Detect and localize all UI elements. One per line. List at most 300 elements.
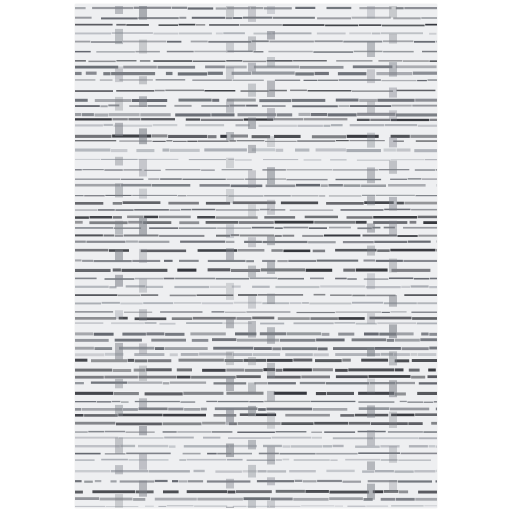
stripe-segment: [75, 184, 121, 187]
stripe-segment: [352, 295, 365, 297]
stripe-segment: [167, 51, 194, 53]
stripe-segment: [115, 209, 133, 211]
ladder-block: [115, 438, 123, 455]
ladder-block: [139, 279, 147, 293]
stripe-segment: [75, 376, 104, 379]
stripe-segment: [404, 7, 437, 9]
stripe-segment: [75, 369, 112, 372]
stripe-segment: [428, 369, 436, 372]
stripe-segment: [145, 392, 183, 395]
ladder-block: [267, 363, 275, 378]
ladder-block: [267, 294, 275, 304]
stripe-segment: [275, 286, 319, 288]
stripe-segment: [75, 453, 101, 455]
stripe-segment: [123, 408, 138, 411]
stripe-segment: [229, 140, 236, 141]
ladder-block: [226, 319, 234, 328]
stripe-segment: [283, 235, 295, 237]
stripe-segment: [75, 286, 109, 288]
ladder-block: [389, 137, 397, 147]
stripe-segment: [198, 141, 229, 142]
stripe-segment: [321, 184, 328, 187]
stripe-segment: [343, 41, 382, 43]
stripe-segment: [385, 124, 417, 126]
stripe-segment: [411, 353, 418, 356]
stripe-segment: [280, 339, 316, 342]
stripe-segment: [295, 72, 314, 75]
stripe-segment: [132, 195, 177, 196]
stripe-segment: [75, 497, 99, 500]
stripe-segment: [268, 382, 296, 384]
stripe-segment: [175, 113, 211, 116]
ladder-block: [248, 383, 256, 394]
stripe-segment: [316, 148, 346, 151]
stripe-segment: [75, 140, 116, 141]
stripe-segment: [75, 480, 82, 482]
stripe-segment: [167, 41, 181, 43]
stripe-segment: [392, 105, 412, 107]
stripe-segment: [317, 33, 346, 35]
stripe-segment: [127, 216, 144, 219]
stripe-segment: [201, 170, 215, 171]
stripe-segment: [283, 368, 312, 371]
stripe-segment: [140, 60, 151, 62]
ladder-block: [115, 183, 123, 197]
ladder-block: [115, 66, 123, 82]
stripe-segment: [232, 72, 252, 75]
stripe-segment: [364, 260, 376, 262]
stripe-segment: [311, 432, 322, 434]
stripe-segment: [185, 124, 224, 126]
stripe-segment: [278, 317, 310, 320]
stripe-segment: [201, 408, 207, 411]
stripe-segment: [389, 278, 413, 280]
ladder-block: [115, 275, 123, 287]
stripe-segment: [75, 259, 82, 261]
stripe-segment: [75, 216, 89, 219]
stripe-segment: [424, 505, 437, 506]
stripe-segment: [254, 382, 267, 384]
stripe-segment: [113, 369, 131, 372]
stripe-segment: [324, 125, 331, 127]
stripe-segment: [415, 413, 437, 416]
stripe-segment: [422, 178, 437, 179]
stripe-segment: [197, 216, 215, 219]
stripe-segment: [181, 209, 191, 211]
stripe-segment: [75, 506, 105, 507]
stripe-segment: [126, 453, 171, 455]
stripe-segment: [75, 135, 112, 138]
area-rug: [75, 4, 437, 508]
stripe-segment: [174, 286, 209, 288]
stripe-segment: [308, 241, 336, 243]
stripe-segment: [264, 216, 295, 219]
ladder-block: [226, 444, 234, 458]
stripe-segment: [303, 480, 317, 482]
stripe-segment: [249, 401, 263, 402]
stripe-segment: [88, 431, 104, 433]
stripe-segment: [95, 113, 109, 116]
stripe-segment: [277, 113, 292, 116]
stripe-segment: [75, 24, 113, 26]
stripe-segment: [272, 347, 281, 350]
stripe-segment: [293, 60, 327, 62]
stripe-segment: [194, 506, 227, 507]
stripe-segment: [200, 184, 230, 187]
stripe-segment: [384, 149, 396, 152]
stripe-segment: [239, 221, 274, 224]
stripe-segment: [297, 141, 335, 142]
stripe-segment: [324, 431, 355, 433]
stripe-segment: [104, 376, 137, 379]
stripe-segment: [311, 401, 356, 402]
stripe-segment: [216, 278, 249, 280]
stripe-segment: [312, 437, 322, 439]
stripe-segment: [170, 149, 200, 152]
stripe-segment: [163, 422, 202, 425]
ladder-block: [226, 479, 234, 489]
ladder-block: [389, 351, 397, 365]
stripe-segment: [388, 184, 426, 187]
ladder-block: [226, 408, 234, 425]
stripe-segment: [153, 60, 192, 62]
stripe-segment: [393, 17, 421, 19]
stripe-segment: [266, 408, 312, 411]
stripe-segment: [194, 51, 226, 53]
stripe-segment: [436, 408, 437, 411]
stripe-segment: [75, 7, 86, 9]
stripe-segment: [183, 453, 201, 455]
stripe-segment: [252, 72, 295, 75]
stripe-segment: [300, 66, 344, 69]
stripe-segment: [168, 408, 183, 411]
stripe-segment: [82, 169, 103, 170]
stripe-segment: [202, 302, 233, 304]
stripe-segment: [324, 235, 360, 237]
stripe-segment: [163, 490, 179, 493]
ladder-block: [367, 246, 375, 256]
ladder-block: [267, 412, 275, 429]
stripe-segment: [154, 33, 179, 35]
stripe-segment: [218, 401, 249, 402]
stripe-segment: [396, 498, 415, 501]
stripe-segment: [339, 105, 350, 107]
stripe-segment: [344, 184, 361, 187]
stripe-segment: [192, 209, 215, 211]
ladder-block: [267, 6, 275, 14]
ladder-block: [267, 136, 275, 147]
stripe-segment: [228, 491, 236, 494]
stripe-segment: [163, 414, 206, 417]
stripe-segment: [269, 41, 314, 43]
stripe-segment: [283, 445, 291, 447]
ladder-block: [139, 453, 147, 470]
ladder-block: [367, 461, 375, 470]
stripe-segment: [159, 235, 204, 237]
stripe-segment: [411, 312, 437, 313]
stripe-segment: [400, 401, 407, 402]
stripe-segment: [75, 66, 118, 69]
stripe-segment: [159, 24, 179, 26]
stripe-segment: [396, 382, 415, 384]
stripe-segment: [95, 480, 102, 482]
stripe-segment: [179, 359, 224, 362]
stripe-segment: [123, 66, 157, 69]
stripe-segment: [416, 141, 437, 142]
stripe-segment: [75, 202, 103, 205]
stripe-segment: [212, 431, 233, 433]
stripe-segment: [164, 437, 194, 439]
stripe-segment: [349, 32, 371, 34]
stripe-segment: [326, 202, 364, 205]
stripe-segment: [377, 99, 414, 102]
ladder-block: [226, 283, 234, 300]
stripe-segment: [206, 401, 217, 402]
ladder-block: [115, 123, 123, 136]
stripe-segment: [287, 332, 321, 335]
stripe-segment: [75, 60, 86, 62]
stripe-segment: [75, 359, 87, 362]
stripe-segment: [226, 241, 234, 243]
stripe-segment: [75, 79, 95, 80]
stripe-segment: [410, 135, 437, 138]
stripe-segment: [75, 303, 101, 305]
stripe-segment: [336, 60, 372, 62]
stripe-segment: [116, 60, 136, 62]
stripe-segment: [382, 80, 417, 81]
stripe-segment: [281, 202, 318, 205]
stripe-segment: [338, 333, 354, 336]
stripe-segment: [299, 113, 311, 116]
stripe-segment: [375, 470, 394, 472]
stripe-segment: [179, 24, 196, 26]
ladder-block: [139, 343, 147, 354]
stripe-segment: [364, 333, 379, 336]
stripe-segment: [143, 302, 173, 304]
stripe-segment: [391, 159, 425, 160]
ladder-block: [389, 6, 397, 18]
stripe-segment: [164, 260, 173, 262]
stripe-segment: [414, 278, 429, 280]
ladder-block: [115, 6, 123, 14]
stripe-segment: [370, 119, 390, 121]
ladder-block: [267, 501, 275, 509]
stripe-segment: [259, 125, 297, 127]
stripe-segment: [75, 227, 113, 229]
stripe-segment: [191, 41, 208, 43]
ladder-block: [226, 43, 234, 53]
ladder-block: [389, 197, 397, 211]
stripe-segment: [311, 113, 327, 116]
stripe-segment: [338, 317, 364, 320]
stripe-segment: [418, 353, 436, 356]
stripe-segment: [159, 323, 175, 325]
stripe-segment: [313, 368, 333, 371]
stripe-segment: [196, 24, 205, 26]
stripe-segment: [301, 376, 330, 379]
stripe-segment: [340, 414, 354, 417]
stripe-segment: [397, 149, 411, 152]
stripe-segment: [84, 195, 105, 196]
stripe-segment: [425, 159, 437, 160]
stripe-segment: [381, 498, 396, 501]
ladder-block: [389, 110, 397, 121]
stripe-segment: [170, 353, 178, 356]
stripe-segment: [335, 369, 348, 372]
stripe-segment: [263, 159, 298, 160]
stripe-segment: [335, 506, 343, 507]
stripe-segment: [128, 359, 135, 362]
stripe-segment: [421, 333, 428, 336]
stripe-segment: [259, 99, 291, 102]
stripe-segment: [293, 359, 312, 362]
stripe-segment: [75, 311, 113, 312]
ladder-block: [267, 108, 275, 120]
stripe-segment: [158, 506, 166, 507]
stripe-segment: [138, 445, 168, 447]
stripe-segment: [362, 470, 374, 472]
stripe-segment: [315, 359, 342, 362]
stripe-segment: [349, 422, 371, 425]
stripe-segment: [403, 227, 437, 229]
stripe-segment: [152, 134, 168, 137]
stripe-segment: [179, 227, 217, 229]
stripe-segment: [381, 32, 423, 34]
stripe-segment: [111, 149, 127, 152]
stripe-segment: [212, 311, 225, 312]
stripe-segment: [314, 353, 329, 356]
stripe-segment: [238, 294, 257, 296]
stripe-segment: [254, 347, 272, 350]
stripe-segment: [75, 159, 100, 160]
stripe-segment: [410, 221, 417, 224]
stripe-segment: [174, 105, 191, 107]
stripe-segment: [313, 51, 353, 53]
stripe-segment: [245, 369, 263, 372]
stripe-segment: [136, 149, 154, 152]
stripe-segment: [352, 302, 383, 304]
stripe-segment: [357, 119, 370, 121]
stripe-segment: [429, 33, 436, 35]
ladder-block: [248, 406, 256, 416]
stripe-segment: [227, 459, 243, 461]
stripe-segment: [285, 353, 313, 356]
stripe-segment: [173, 141, 187, 142]
stripe-segment: [375, 347, 401, 350]
stripe-segment: [430, 119, 437, 121]
ladder-block: [267, 477, 275, 485]
stripe-segment: [202, 369, 226, 372]
stripe-segment: [141, 250, 186, 253]
stripe-segment: [276, 149, 284, 152]
stripe-segment: [177, 269, 196, 272]
ladder-block: [389, 446, 397, 463]
stripe-segment: [424, 402, 434, 403]
stripe-segment: [167, 505, 194, 506]
stripe-segment: [192, 80, 232, 81]
ladder-block: [139, 309, 147, 321]
stripe-segment: [226, 179, 244, 180]
stripe-segment: [334, 322, 355, 324]
stripe-segment: [275, 221, 314, 224]
stripe-segment: [204, 148, 247, 151]
stripe-segment: [308, 90, 352, 92]
stripe-segment: [293, 498, 328, 501]
stripe-segment: [436, 249, 437, 252]
stripe-segment: [178, 72, 207, 75]
stripe-segment: [357, 160, 390, 161]
stripe-segment: [243, 17, 273, 19]
stripe-segment: [283, 250, 310, 253]
stripe-segment: [75, 169, 82, 170]
ladder-block: [248, 63, 256, 72]
stripe-segment: [377, 322, 416, 324]
ladder-block: [139, 426, 147, 435]
stripe-segment: [94, 333, 114, 336]
stripe-segment: [75, 422, 115, 425]
stripe-segment: [163, 382, 169, 384]
stripe-segment: [283, 24, 325, 26]
stripe-segment: [287, 169, 333, 170]
stripe-segment: [391, 311, 407, 312]
stripe-segment: [172, 480, 178, 482]
ladder-block: [115, 29, 123, 44]
stripe-segment: [414, 470, 435, 472]
stripe-segment: [395, 368, 404, 371]
ladder-block: [389, 88, 397, 98]
stripe-segment: [86, 241, 125, 243]
stripe-segment: [422, 51, 437, 53]
stripe-segment: [75, 431, 88, 433]
stripe-segment: [294, 459, 330, 461]
ladder-block: [267, 327, 275, 344]
stripe-segment: [75, 445, 120, 447]
stripe-segment: [98, 209, 115, 211]
stripe-segment: [313, 250, 325, 253]
stripe-segment: [212, 338, 236, 341]
stripe-segment: [82, 260, 93, 262]
stripe-segment: [403, 260, 437, 262]
stripe-segment: [412, 105, 437, 107]
stripe-segment: [416, 195, 438, 196]
stripe-segment: [327, 392, 354, 395]
stripe-segment: [75, 382, 84, 384]
stripe-segment: [75, 317, 116, 320]
stripe-segment: [75, 332, 93, 335]
stripe-segment: [179, 99, 212, 102]
stripe-segment: [343, 241, 374, 243]
stripe-segment: [231, 185, 263, 188]
stripe-segment: [236, 124, 250, 126]
ladder-block: [389, 480, 397, 492]
stripe-segment: [336, 99, 359, 102]
stripe-segment: [179, 480, 188, 482]
stripe-segment: [262, 105, 286, 107]
stripe-segment: [202, 422, 226, 425]
stripe-segment: [155, 90, 165, 92]
stripe-segment: [397, 235, 417, 237]
stripe-segment: [430, 60, 438, 62]
stripe-segment: [289, 470, 316, 472]
stripe-segment: [252, 317, 274, 320]
stripe-segment: [143, 221, 171, 224]
stripe-segment: [278, 278, 304, 280]
stripe-segment: [423, 431, 437, 433]
stripe-segment: [94, 260, 132, 262]
stripe-segment: [384, 302, 417, 304]
stripe-segment: [425, 24, 437, 26]
stripe-segment: [391, 505, 424, 506]
